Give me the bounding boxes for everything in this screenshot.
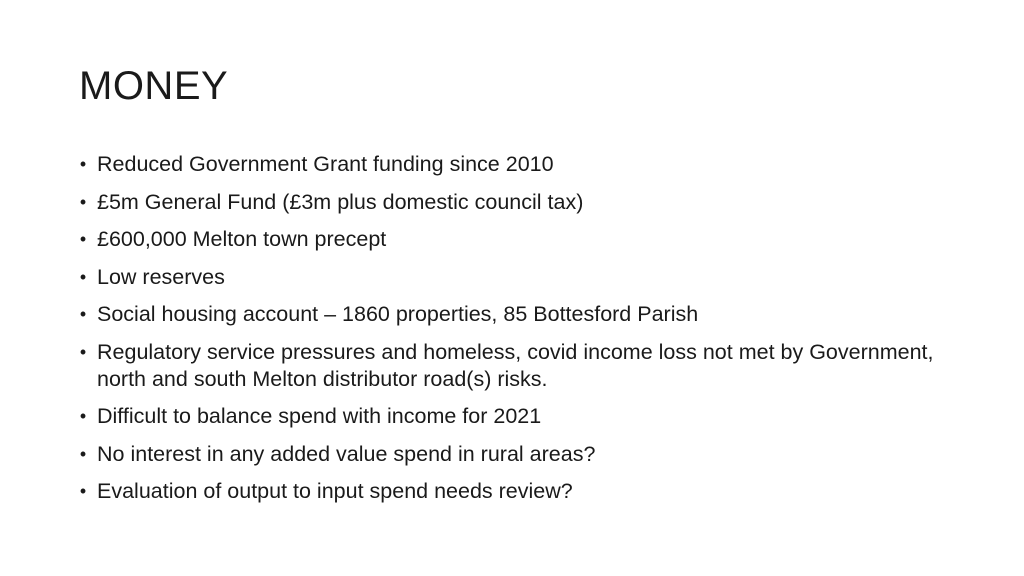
bullet-text: No interest in any added value spend in rural areas? [97,441,596,466]
bullet-dot-icon: • [79,191,87,212]
bullet-text: Difficult to balance spend with income for 2021 [97,404,542,428]
bullet-item [75,226,955,253]
bullet-dot-icon: • [79,406,87,426]
bullet-dot-icon: • [79,481,87,501]
slide-title: MONEY [79,64,229,108]
bullet-text: Evaluation of output to input spend needs review? [97,479,573,503]
bullet-item [75,339,955,393]
bullet-dot-icon: • [79,229,87,249]
bullet-text: Low reserves [97,264,225,289]
bullet-list [75,151,955,516]
bullet-text: Regulatory service pressures and homeless, covid income loss not met by Government, north and south Melton distributor road(s) risks. [97,339,934,391]
bullet-item [75,189,955,216]
bullet-item [75,478,955,505]
bullet-text: £600,000 Melton town precept [97,227,387,251]
bullet-dot-icon: • [79,304,87,324]
bullet-item [75,441,955,468]
bullet-item [75,151,955,178]
bullet-text: Social housing account – 1860 properties, 85 Bottesford Parish [97,302,699,326]
bullet-item [75,264,955,291]
bullet-item [75,403,955,430]
bullet-dot-icon: • [79,443,87,464]
bullet-dot-icon: • [79,266,87,287]
bullet-dot-icon: • [79,341,87,362]
bullet-text: £5m General Fund (£3m plus domestic council tax) [97,189,584,214]
bullet-item [75,301,955,328]
bullet-text: Reduced Government Grant funding since 2010 [97,152,554,176]
bullet-dot-icon: • [79,154,87,174]
